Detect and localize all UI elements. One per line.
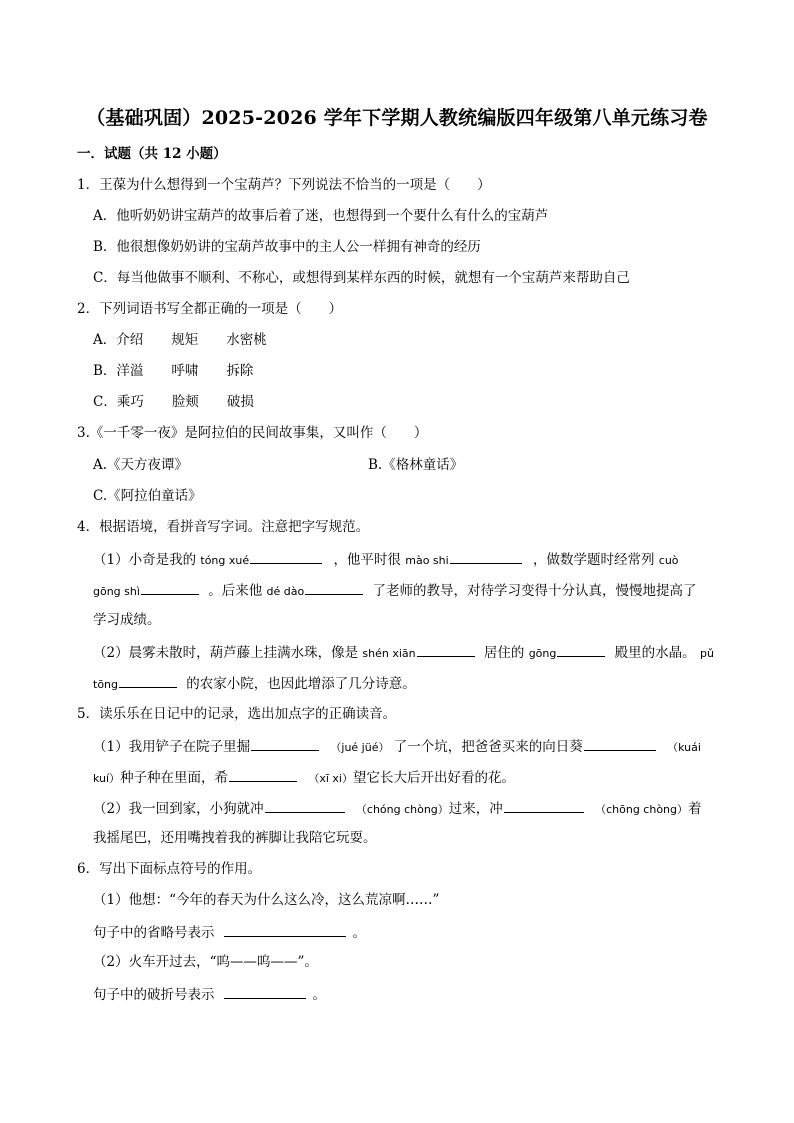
answer-blank[interactable] <box>584 736 656 751</box>
section-heading: 一．试题（共 12 小题） <box>77 146 227 162</box>
q5-part1-line2 <box>93 767 515 788</box>
q5-part2-line2: 我摇尾巴，还用嘴拽着我的裤脚让我陪它玩耍。 <box>93 830 377 846</box>
q2-b-word3: 拆除 <box>226 363 254 379</box>
q6-part2: （2）火车开过去，“呜——呜——”。 <box>93 954 318 970</box>
text: 过来，冲 <box>448 801 503 817</box>
pinyin-pu: pǔ <box>699 647 714 660</box>
pinyin-gong: gōng <box>528 647 557 660</box>
q6-part1: （1）他想：“今年的春天为什么这么冷，这么荒凉啊……” <box>93 892 440 908</box>
pinyin-gong-shi: gōng shì <box>93 585 140 598</box>
text: 。 <box>352 925 366 941</box>
q6-stem: 6．写出下面标点符号的作用。 <box>77 861 262 877</box>
pinyin-choice-xi: （xī xi） <box>308 772 353 785</box>
pinyin-choice-chong-a: （chóng chòng） <box>355 803 449 816</box>
text: 了一个坑，把爸爸买来的向日葵 <box>393 739 583 755</box>
q6-part2-answer <box>93 984 326 1004</box>
q3-option-a: A.《天方夜谭》 <box>93 457 189 473</box>
q5-part1-line1 <box>93 736 701 757</box>
q2-a-word2: 规矩 <box>171 332 199 348</box>
text: 。后来他 <box>208 583 263 599</box>
pinyin-tong-xue: tóng xué <box>200 554 250 567</box>
text: 了老师的教导，对待学习变得十分认真，慢慢地提高了 <box>372 583 697 599</box>
pinyin-tong: tōng <box>93 678 118 691</box>
q3-option-b: B.《格林童话》 <box>368 457 464 473</box>
answer-blank[interactable] <box>119 673 177 688</box>
q5-stem: 5．读乐乐在日记中的记录，选出加点字的正确读音。 <box>77 706 397 722</box>
answer-blank[interactable] <box>229 767 297 782</box>
q4-part1-line1 <box>93 549 679 570</box>
pinyin-de-dao: dé dào <box>266 585 305 598</box>
answer-blank[interactable] <box>557 642 605 657</box>
q2-option-c <box>93 393 254 411</box>
text: 居住的 <box>483 645 525 661</box>
pinyin-cuo: cuò <box>658 554 679 567</box>
q5-part2-line1 <box>93 798 702 819</box>
text: 殿里的水晶。 <box>614 645 696 661</box>
answer-blank[interactable] <box>450 549 522 564</box>
q4-part2-line1 <box>93 642 714 663</box>
pinyin-mao-shi: mào shi <box>405 554 449 567</box>
q2-b-word2: 呼啸 <box>171 363 199 379</box>
text: （2）晨雾未散时，葫芦藤上挂满水珠，像是 <box>93 645 359 661</box>
q1-stem: 1．王葆为什么想得到一个宝葫芦？下列说法不恰当的一项是（ ） <box>77 177 491 193</box>
pinyin-choice-jue: （jué jüé） <box>330 741 390 754</box>
q4-part2-line2 <box>93 673 416 694</box>
q2-c-word2: 脸颊 <box>171 394 199 410</box>
q4-stem: 4．根据语境，看拼音写字词。注意把字写规范。 <box>77 519 370 535</box>
answer-blank[interactable] <box>224 984 306 999</box>
text: 望它长大后开出好看的花。 <box>353 770 515 786</box>
text: ，他平时很 <box>333 552 401 568</box>
text: 种子种在里面，希 <box>120 770 229 786</box>
text: 句子中的省略号表示 <box>93 925 215 941</box>
q4-part1-line3: 学习成绩。 <box>93 612 161 628</box>
q2-c-word1: C．乘巧 <box>93 394 144 410</box>
q3-stem: 3.《一千零一夜》是阿拉伯的民间故事集，又叫作（ ） <box>77 425 428 441</box>
text: （1）我用铲子在院子里掘 <box>93 739 251 755</box>
answer-blank[interactable] <box>504 798 584 813</box>
answer-blank[interactable] <box>141 580 199 595</box>
q2-c-word3: 破损 <box>226 394 254 410</box>
q2-a-word1: A．介绍 <box>93 332 144 348</box>
text: （2）我一回到家，小狗就冲 <box>93 801 264 817</box>
pinyin-choice-chong-b: （chōng chòng） <box>595 803 688 816</box>
answer-blank[interactable] <box>305 580 363 595</box>
pinyin-shen-xian: shén xiān <box>362 647 416 660</box>
answer-blank[interactable] <box>224 922 346 937</box>
q2-b-word1: B．洋溢 <box>93 363 144 379</box>
text: （1）小奇是我的 <box>93 552 197 568</box>
page-title: （基础巩固）2025-2026 学年下学期人教统编版四年级第八单元练习卷 <box>86 107 708 129</box>
q1-option-b: B．他很想像奶奶讲的宝葫芦故事中的主人公一样拥有神奇的经历 <box>93 239 481 255</box>
answer-blank[interactable] <box>250 549 322 564</box>
q1-option-c: C．每当他做事不顺利、不称心，或想得到某样东西的时候，就想有一个宝葫芦来帮助自己 <box>93 270 630 286</box>
q1-option-a: A．他听奶奶讲宝葫芦的故事后着了迷，也想得到一个要什么有什么的宝葫芦 <box>93 208 549 224</box>
q2-stem: 2．下列词语书写全都正确的一项是（ ） <box>77 301 343 317</box>
text: 。 <box>312 987 326 1003</box>
q3-option-c: C.《阿拉伯童话》 <box>93 488 202 504</box>
q6-part1-answer <box>93 922 366 942</box>
text: 句子中的破折号表示 <box>93 987 215 1003</box>
q2-a-word3: 水密桃 <box>226 332 267 348</box>
q4-part1-line2 <box>93 580 697 601</box>
answer-blank[interactable] <box>265 798 345 813</box>
text: 的农家小院，也因此增添了几分诗意。 <box>186 676 416 692</box>
q2-option-a <box>93 331 267 349</box>
answer-blank[interactable] <box>417 642 475 657</box>
pinyin-choice-kui-b: kuí） <box>93 772 121 785</box>
text: ，做数学题时经常列 <box>532 552 655 568</box>
text: 着 <box>688 801 702 817</box>
q2-option-b <box>93 362 253 380</box>
answer-blank[interactable] <box>251 736 319 751</box>
pinyin-choice-kui-a: （kuái <box>667 741 701 754</box>
